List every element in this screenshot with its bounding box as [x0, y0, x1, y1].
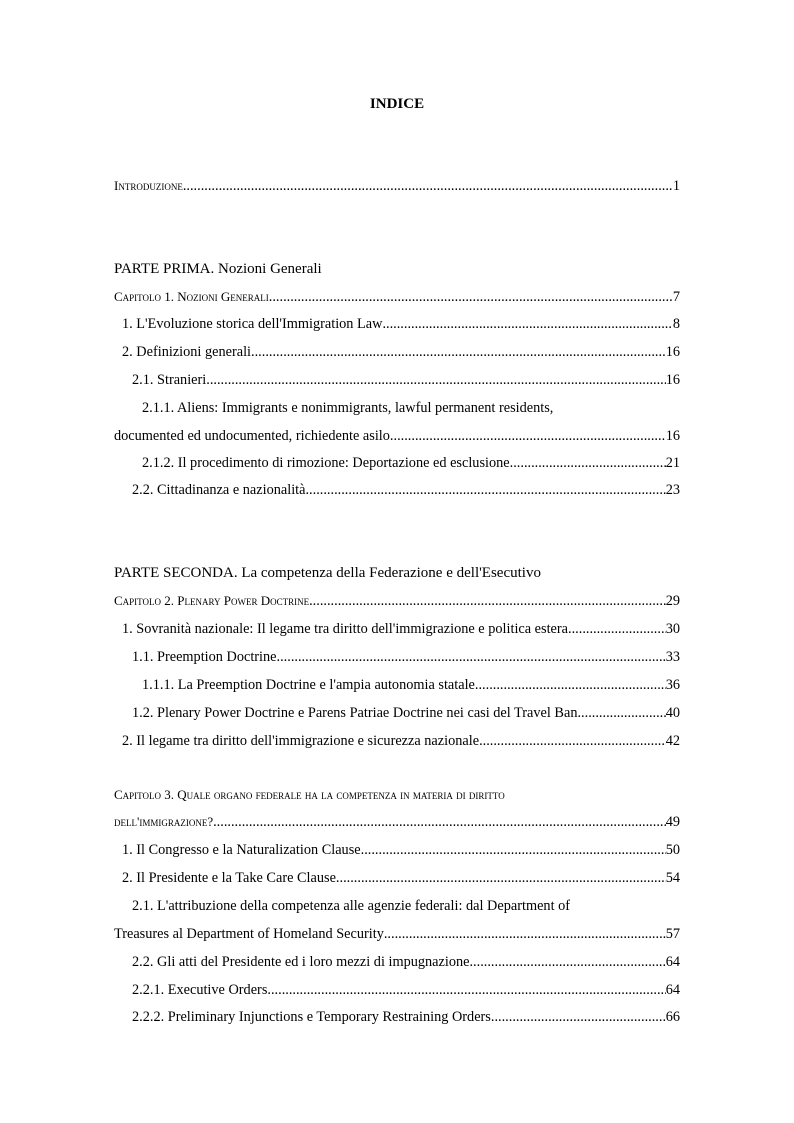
part-heading-prima: PARTE PRIMA. Nozioni Generali	[114, 261, 322, 277]
toc-entry-c3-2-2[interactable]	[132, 954, 680, 974]
toc-page: 21	[665, 455, 680, 471]
toc-leader	[267, 982, 665, 999]
toc-entry-1-evoluzione[interactable]	[122, 316, 680, 336]
toc-entry-2-1-1-line2[interactable]	[114, 428, 680, 448]
toc-page: 49	[665, 814, 680, 830]
toc-page: 23	[665, 482, 680, 498]
toc-leader	[390, 428, 666, 445]
toc-label: 2.1. Stranieri	[132, 372, 207, 388]
toc-leader	[479, 733, 666, 750]
toc-leader	[269, 289, 673, 306]
toc-page: 16	[665, 372, 680, 388]
toc-label: Capitolo 1. Nozioni Generali	[114, 289, 269, 304]
toc-entry-c3-2[interactable]	[122, 870, 680, 890]
toc-leader	[577, 705, 665, 722]
toc-label: 1. L'Evoluzione storica dell'Immigration Law	[122, 316, 383, 332]
toc-page: 42	[665, 733, 680, 749]
toc-leader	[568, 621, 666, 638]
toc-leader	[384, 926, 666, 943]
toc-page: 64	[665, 954, 680, 970]
toc-leader	[251, 344, 666, 361]
toc-page: 29	[665, 593, 680, 609]
toc-entry-c2-1[interactable]	[122, 621, 680, 641]
toc-page: 36	[665, 677, 680, 693]
toc-label: 2.2. Gli atti del Presidente ed i loro mezzi di impugnazione	[132, 954, 470, 970]
toc-label: Introduzione	[114, 178, 183, 193]
toc-leader	[206, 372, 665, 389]
part-heading-seconda: PARTE SECONDA. La competenza della Federazione e dell'Esecutivo	[114, 565, 541, 581]
toc-leader	[213, 814, 666, 831]
toc-page: 30	[665, 621, 680, 637]
toc-entry-2-definizioni[interactable]	[122, 344, 680, 364]
toc-leader	[382, 316, 672, 333]
toc-label: 2.2.1. Executive Orders	[132, 982, 268, 998]
toc-entry-2-1-stranieri[interactable]	[132, 372, 680, 392]
toc-leader	[277, 649, 666, 666]
toc-page: 66	[665, 1009, 680, 1025]
toc-page: 16	[665, 344, 680, 360]
toc-entry-2-1-2[interactable]	[142, 455, 680, 475]
toc-entry-c3-2-2-1[interactable]	[132, 982, 680, 1002]
toc-leader	[491, 1009, 666, 1026]
toc-label: documented ed undocumented, richiedente asilo	[114, 428, 390, 444]
toc-label: 2.2.2. Preliminary Injunctions e Temporary Restraining Orders	[132, 1009, 491, 1025]
toc-entry-c2-1-1-1[interactable]	[142, 677, 680, 697]
toc-label: 2.1.2. Il procedimento di rimozione: Deportazione ed esclusione	[142, 455, 510, 471]
toc-page: 50	[665, 842, 680, 858]
toc-entry-capitolo-3-line1[interactable]: Capitolo 3. Quale organo federale ha la competenza in materia di diritto	[114, 787, 505, 802]
toc-leader	[361, 842, 666, 859]
page-title: INDICE	[369, 96, 425, 112]
toc-label: 1.1. Preemption Doctrine	[132, 649, 277, 665]
toc-label: 2. Definizioni generali	[122, 344, 252, 360]
toc-label: 1. Il Congresso e la Naturalization Clause	[122, 842, 361, 858]
toc-page: 7	[672, 289, 680, 305]
toc-label: dell'immigrazione?	[114, 814, 214, 829]
toc-label: 2.2. Cittadinanza e nazionalità	[132, 482, 306, 498]
toc-entry-c2-1-1[interactable]	[132, 649, 680, 669]
toc-leader	[183, 178, 673, 195]
toc-label: 2. Il legame tra diritto dell'immigrazione e sicurezza nazionale	[122, 733, 480, 749]
toc-entry-c2-2[interactable]	[122, 733, 680, 753]
toc-page: 1	[672, 178, 680, 194]
toc-entry-c3-2-1-line2[interactable]	[114, 926, 680, 946]
toc-page: 8	[672, 316, 680, 332]
toc-entry-2-2[interactable]	[132, 482, 680, 502]
toc-entry-2-1-1-line1[interactable]: 2.1.1. Aliens: Immigrants e nonimmigrants, lawful permanent residents,	[142, 400, 554, 416]
toc-page: 33	[665, 649, 680, 665]
toc-page: 16	[665, 428, 680, 444]
toc-label: Treasures al Department of Homeland Security	[114, 926, 384, 942]
toc-label: 1. Sovranità nazionale: Il legame tra diritto dell'immigrazione e politica estera	[122, 621, 569, 637]
toc-label: 1.1.1. La Preemption Doctrine e l'ampia autonomia statale	[142, 677, 475, 693]
toc-entry-capitolo-3-line2[interactable]	[114, 814, 680, 834]
toc-leader	[305, 482, 665, 499]
toc-leader	[510, 455, 666, 472]
toc-entry-capitolo-1[interactable]	[114, 289, 680, 309]
toc-entry-c3-1[interactable]	[122, 842, 680, 862]
toc-leader	[469, 954, 665, 971]
toc-entry-c2-1-2[interactable]	[132, 705, 680, 725]
toc-leader	[309, 593, 666, 610]
toc-page: 40	[665, 705, 680, 721]
toc-leader	[336, 870, 666, 887]
toc-entry-introduzione[interactable]	[114, 178, 680, 198]
toc-label: 1.2. Plenary Power Doctrine e Parens Patriae Doctrine nei casi del Travel Ban	[132, 705, 578, 721]
toc-label: 2. Il Presidente e la Take Care Clause	[122, 870, 336, 886]
toc-page: 64	[665, 982, 680, 998]
toc-label: Capitolo 2. Plenary Power Doctrine	[114, 593, 310, 608]
toc-entry-c3-2-2-2[interactable]	[132, 1009, 680, 1029]
toc-page: 54	[665, 870, 680, 886]
toc-leader	[475, 677, 666, 694]
toc-entry-capitolo-2[interactable]	[114, 593, 680, 613]
toc-page: 57	[665, 926, 680, 942]
toc-entry-c3-2-1-line1[interactable]: 2.1. L'attribuzione della competenza alle agenzie federali: dal Department of	[132, 898, 571, 914]
